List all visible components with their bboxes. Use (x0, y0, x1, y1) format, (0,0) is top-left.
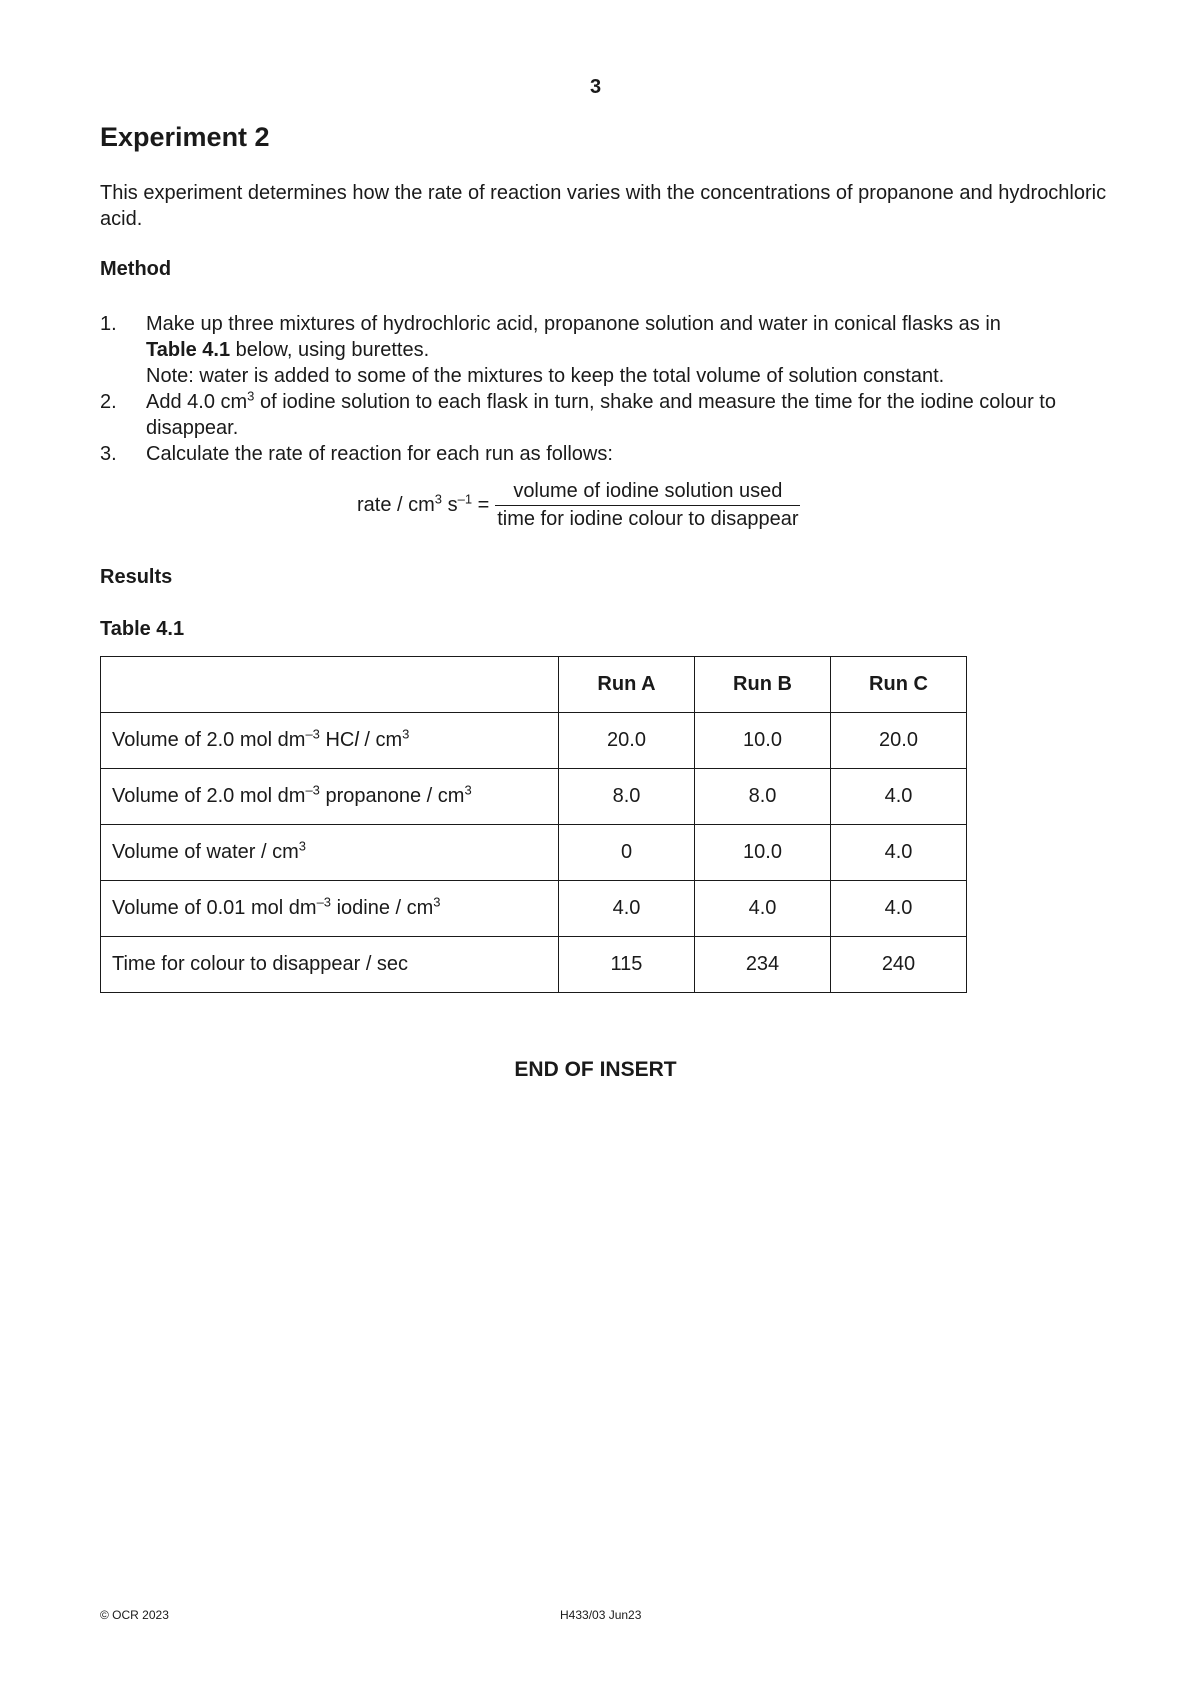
row-label: Time for colour to disappear / sec (101, 937, 559, 993)
label-text: / cm (358, 729, 403, 751)
step-number: 2. (100, 391, 117, 413)
superscript: 3 (464, 782, 472, 798)
cell-run-b: 10.0 (695, 825, 831, 881)
superscript: 3 (433, 894, 441, 910)
results-heading: Results (100, 566, 173, 588)
row-label (101, 825, 559, 881)
superscript: 3 (247, 388, 255, 404)
intro-paragraph: This experiment determines how the rate of reaction varies with the concentrations of propanone and hydrochloric acid. (100, 182, 1107, 230)
table-row (101, 937, 967, 993)
method-list (100, 311, 1110, 467)
end-of-insert: END OF INSERT (514, 1058, 677, 1081)
cell-run-a: 115 (559, 937, 695, 993)
cell-run-a: 4.0 (559, 881, 695, 937)
cell-run-c: 4.0 (831, 881, 967, 937)
method-step-1 (100, 311, 1110, 389)
label-text: HC (319, 729, 355, 751)
formula-lhs (357, 491, 490, 517)
step-text: Make up three mixtures of hydrochloric acid, propanone solution and water in conical flasks as in (146, 313, 1001, 335)
label-text: Volume of water / cm (112, 841, 299, 863)
cell-run-b: 10.0 (695, 713, 831, 769)
formula-numerator: volume of iodine solution used (495, 480, 800, 506)
step-text: below, using burettes. (230, 339, 430, 361)
header-cell-run-a: Run A (559, 657, 695, 713)
table-row (101, 881, 967, 937)
header-cell-empty (101, 657, 559, 713)
superscript: –1 (457, 491, 473, 507)
label-text: Volume of 2.0 mol dm (112, 785, 306, 807)
footer-code: H433/03 Jun23 (560, 1608, 642, 1622)
superscript: 3 (298, 838, 306, 854)
superscript: 3 (434, 491, 443, 507)
formula-lhs-text: s (442, 494, 458, 516)
table-reference: Table 4.1 (146, 339, 231, 361)
cell-run-c: 4.0 (831, 825, 967, 881)
page-title: Experiment 2 (100, 122, 270, 152)
row-label (101, 713, 559, 769)
formula-lhs-text: rate / cm (357, 494, 435, 516)
footer-copyright: © OCR 2023 (100, 1608, 169, 1622)
table-header-row (101, 657, 967, 713)
table-caption: Table 4.1 (100, 618, 185, 640)
formula-denominator: time for iodine colour to disappear (497, 508, 799, 530)
table-row (101, 713, 967, 769)
cell-run-b: 8.0 (695, 769, 831, 825)
step-note: Note: water is added to some of the mixtures to keep the total volume of solution constant. (146, 365, 945, 387)
cell-run-c: 20.0 (831, 713, 967, 769)
step-text: Calculate the rate of reaction for each run as follows: (146, 443, 613, 465)
step-number: 3. (100, 443, 117, 465)
equals-sign: = (472, 494, 490, 516)
step-text: Add 4.0 cm (146, 391, 248, 413)
superscript: 3 (402, 726, 410, 742)
page-number: 3 (589, 76, 602, 98)
method-heading: Method (100, 258, 172, 280)
method-step-3 (100, 441, 1110, 467)
superscript: –3 (316, 894, 332, 910)
step-text: of iodine solution to each flask in turn, shake and measure the time for the iodine colour to disappear. (146, 391, 1056, 439)
results-table (100, 656, 967, 993)
row-label (101, 769, 559, 825)
cell-run-a: 0 (559, 825, 695, 881)
cell-run-a: 8.0 (559, 769, 695, 825)
label-italic: l (354, 729, 359, 751)
table-row (101, 825, 967, 881)
cell-run-c: 240 (831, 937, 967, 993)
cell-run-c: 4.0 (831, 769, 967, 825)
rate-formula (357, 480, 800, 531)
table-row (101, 769, 967, 825)
method-step-2 (100, 389, 1110, 441)
label-text: iodine / cm (331, 897, 434, 919)
row-label (101, 881, 559, 937)
cell-run-b: 4.0 (695, 881, 831, 937)
header-cell-run-b: Run B (695, 657, 831, 713)
formula-fraction (495, 480, 800, 531)
header-cell-run-c: Run C (831, 657, 967, 713)
superscript: –3 (305, 782, 320, 798)
step-number: 1. (100, 313, 117, 335)
cell-run-a: 20.0 (559, 713, 695, 769)
label-text: propanone / cm (319, 785, 465, 807)
cell-run-b: 234 (695, 937, 831, 993)
superscript: –3 (305, 726, 320, 742)
label-text: Volume of 2.0 mol dm (112, 729, 306, 751)
label-text: Volume of 0.01 mol dm (112, 897, 317, 919)
